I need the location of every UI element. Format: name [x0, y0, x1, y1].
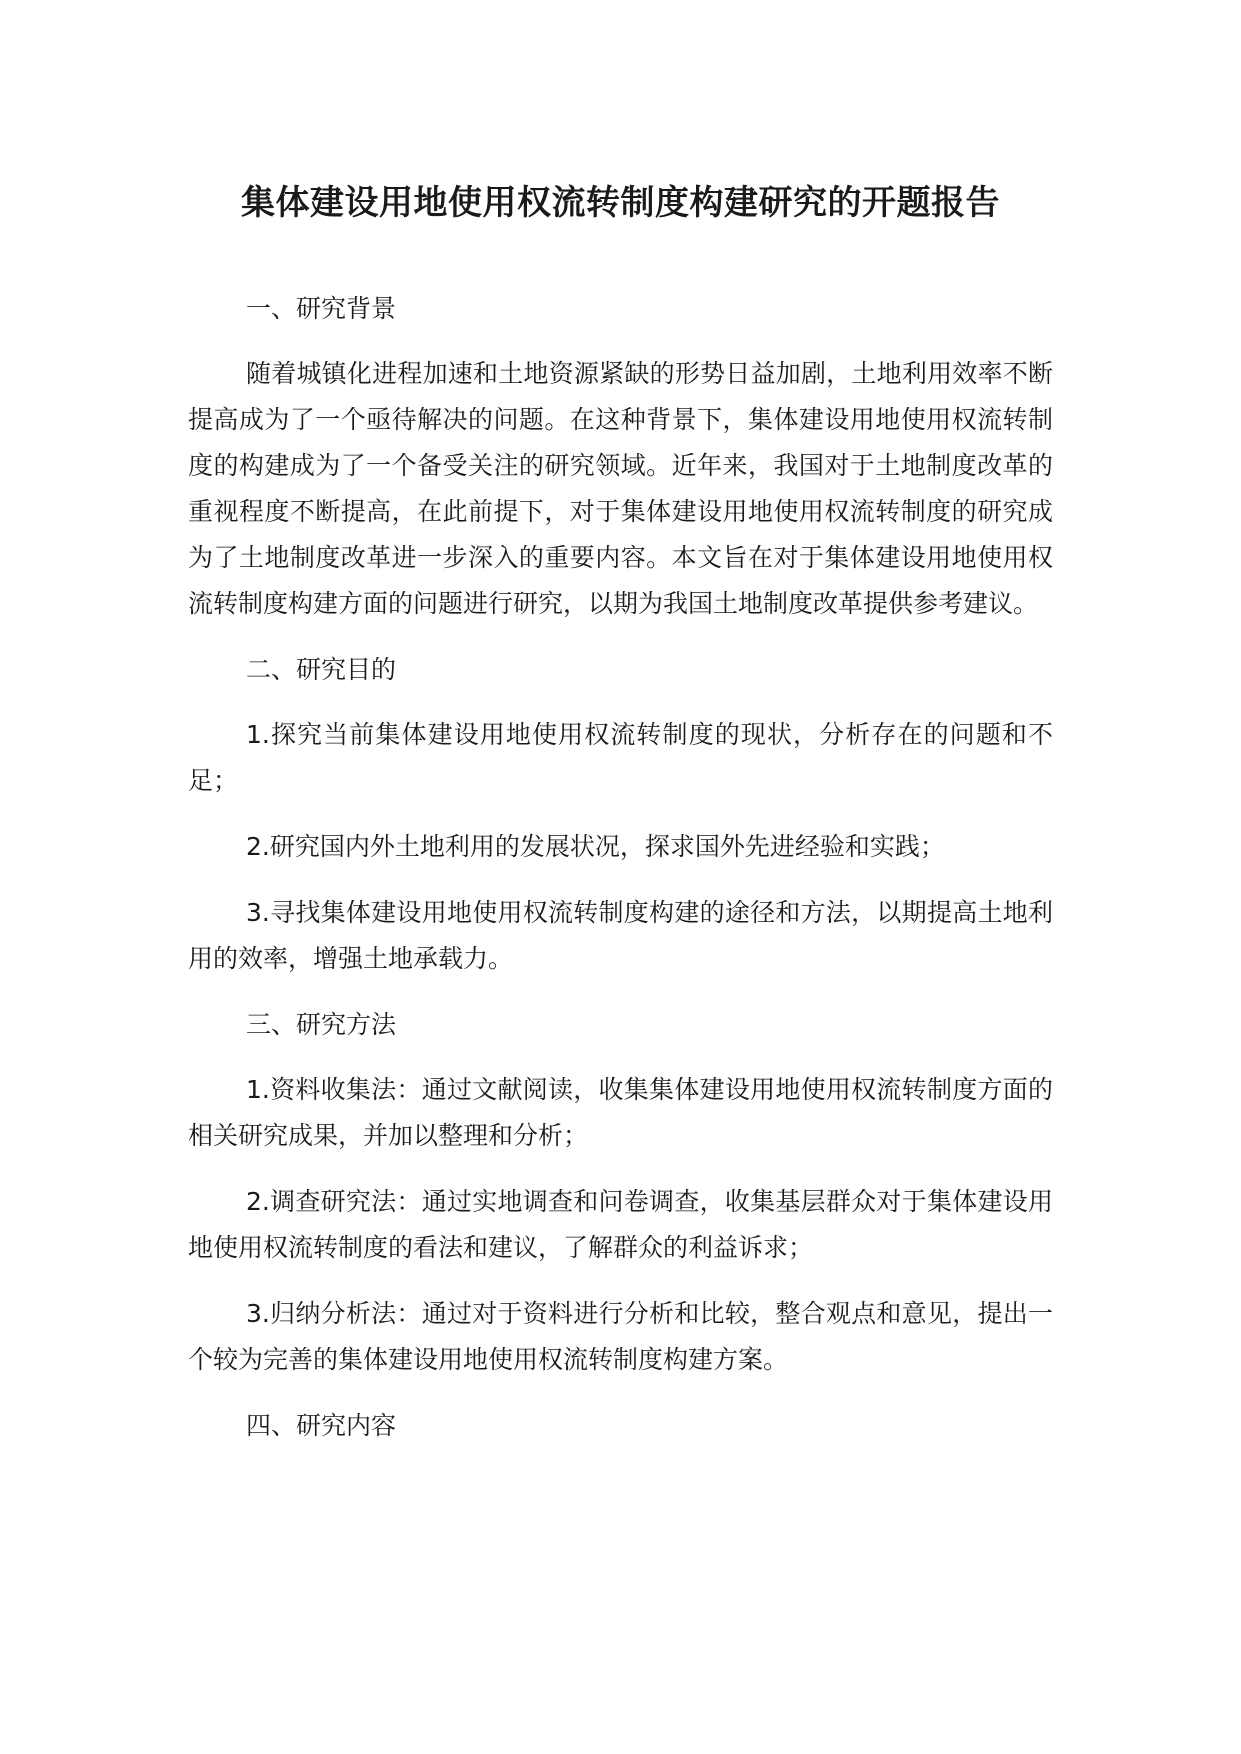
paragraph-purpose-3: 3.寻找集体建设用地使用权流转制度构建的途径和方法，以期提高土地利用的效率，增强土地承载力。	[188, 898, 1053, 973]
paragraph-methods-2: 2.调查研究法：通过实地调查和问卷调查，收集基层群众对于集体建设用地使用权流转制度的看法和建议，了解群众的利益诉求；	[188, 1187, 1053, 1262]
section-heading-purpose: 二、研究目的	[246, 655, 397, 684]
section-heading-background: 一、研究背景	[246, 294, 397, 323]
section-heading-methods: 三、研究方法	[246, 1010, 397, 1039]
document-title: 集体建设用地使用权流转制度构建研究的开题报告	[241, 183, 1000, 223]
paragraph-background: 随着城镇化进程加速和土地资源紧缺的形势日益加剧，土地利用效率不断提高成为了一个亟待解决的问题。在这种背景下，集体建设用地使用权流转制度的构建成为了一个备受关注的研究领域。近年来，我国对于土地制度改革的重视程度不断提高，在此前提下，对于集体建设用地使用权流转制度的研究成为了土地制度改革进一步深入的重要内容。本文旨在对于集体建设用地使用权流转制度构建方面的问题进行研究，以期为我国土地制度改革提供参考建议。	[188, 359, 1053, 618]
paragraph-purpose-2: 2.研究国内外土地利用的发展状况，探求国外先进经验和实践；	[246, 832, 945, 861]
paragraph-methods-3: 3.归纳分析法：通过对于资料进行分析和比较，整合观点和意见，提出一个较为完善的集体建设用地使用权流转制度构建方案。	[188, 1299, 1053, 1374]
document-body	[188, 286, 1053, 1448]
paragraph-methods-1: 1.资料收集法：通过文献阅读，收集集体建设用地使用权流转制度方面的相关研究成果，并加以整理和分析；	[188, 1075, 1053, 1150]
paragraph-purpose-1: 1.探究当前集体建设用地使用权流转制度的现状，分析存在的问题和不足；	[188, 720, 1053, 795]
section-heading-content: 四、研究内容	[246, 1411, 397, 1440]
